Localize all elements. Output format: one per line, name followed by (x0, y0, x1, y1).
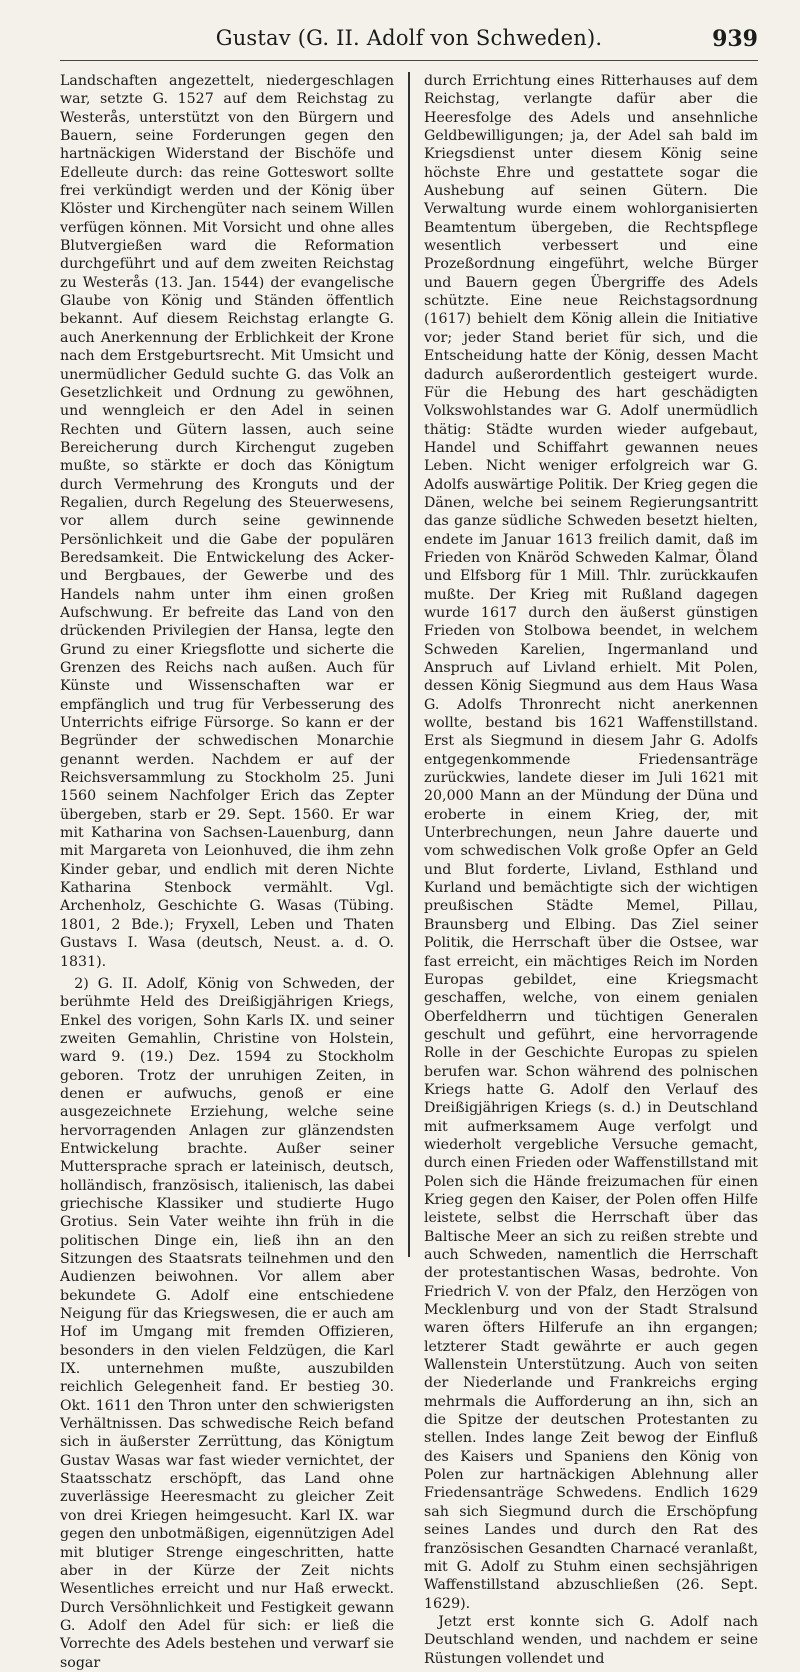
left-paragraph-1: Landschaften angezettelt, niedergeschlagen war, setzte G. 1527 auf dem Reichstag zu Westerås, unterstützt von den Bürgern und Bauern, seine Forderungen gegen den hartnäckigen Widerstand der Bischöfe und Edelleute durch: das reine Gotteswort sollte frei verkündigt werden und der König über Klöster und Kirchengüter nach seinem Willen verfügen können. Mit Vorsicht und ohne alles Blutvergießen ward die Reformation durchgeführt und auf dem zweiten Reichstag zu Westerås (13. Jan. 1544) der evangelische Glaube von König und Ständen öffentlich bekannt. Auf diesem Reichstag erlangte G. auch Anerkennung der Erblichkeit der Krone nach dem Erstgeburtsrecht. Mit Umsicht und unermüdlicher Geduld suchte G. das Volk an Gesetzlichkeit und Ordnung zu gewöhnen, und wenngleich er den Adel in seinen Rechten und Gütern lassen, auch seine Bereicherung durch Kirchengut zugeben mußte, so stärkte er doch das Königtum durch Vermehrung des Kronguts und der Regalien, durch Regelung des Steuerwesens, vor allem durch seine gewinnende Persönlichkeit und die Gabe der populären Beredsamkeit. Die Entwickelung des Acker- und Bergbaues, der Gewerbe und des Handels nahm unter ihm einen großen Aufschwung. Er befreite das Land von den drückenden Privilegien der Hansa, legte den Grund zu einer Kriegsflotte und sicherte die Grenzen des Reichs nach außen. Auch für Künste und Wissenschaften war er empfänglich und trug für Verbesserung des Unterrichts eifrige Fürsorge. So kann er der Begründer der schwedischen Monarchie genannt werden. Nachdem er auf der Reichsversammlung zu Stockholm 25. Juni 1560 seinem Nachfolger Erich das Zepter übergeben, starb er 29. Sept. 1560. Er war mit Katharina von Sachsen-Lauenburg, dann mit Margareta von Leionhuved, die ihm zehn Kinder gebar, und endlich mit deren Nichte Katharina Stenbock vermählt. Vgl. Archenholz, Geschichte G. Wasas (Tübing. 1801, 2 Bde.); Fryxell, Leben und Thaten Gustavs I. Wasa (deutsch, Neust. a. d. O. 1831). (60, 73, 394, 970)
entry-gustav-ii-adolf: 2) G. II. Adolf, König von Schweden, der berühmte Held des Dreißigjährigen Kriegs, Enkel des vorigen, Sohn Karls IX. und seiner zweiten Gemahlin, Christine von Holstein, ward 9. (19.) Dez. 1594 zu Stockholm geboren. Trotz der unruhigen Zeiten, in denen er aufwuchs, genoß er eine ausgezeichnete Erziehung, welche seine hervorragenden Anlagen zur glänzendsten Entwickelung brachte. Außer seiner Muttersprache sprach er lateinisch, deutsch, holländisch, französisch, italienisch, las dabei griechische Klassiker und studierte Hugo Grotius. Sein Vater weihte ihn früh in die politischen Dinge ein, ließ ihn an den Sitzungen des Staatsrats teilnehmen und den Audienzen beiwohnen. Vor allem aber bekundete G. Adolf eine entschiedene Neigung für das Kriegswesen, die er auch am Hof im Umgang mit fremden Offizieren, besonders in den vielen Feldzügen, die Karl IX. unternehmen mußte, auszubilden reichlich Gelegenheit fand. Er bestieg 30. Okt. 1611 den Thron unter den schwierigsten Verhältnissen. Das schwedische Reich befand sich in äußerster Zerrüttung, das Königtum Gustav Wasas war fast wieder vernichtet, der Staatsschatz erschöpft, das Land ohne zuverlässige Heeresmacht zu gleicher Zeit von drei Kriegen heimgesucht. Karl IX. war gegen den unbotmäßigen, eigennützigen Adel mit blutiger Strenge eingeschritten, hatte aber in der Kürze der Zeit nichts Wesentliches erreicht und nur Haß erweckt. Durch Versöhnlichkeit und Festigkeit gewann G. Adolf den Adel für sich: er ließ die Vorrechte des Adels bestehen und verwarf sie sogar (60, 975, 394, 1671)
page-number: 939 (712, 26, 758, 52)
column-divider (408, 72, 410, 1257)
page-header (60, 24, 758, 61)
running-head: Gustav (G. II. Adolf von Schweden). (215, 26, 603, 50)
text-columns (60, 72, 758, 1671)
right-paragraph-2: Jetzt erst konnte sich G. Adolf nach Deutschland wenden, und nachdem er seine Rüstungen vollendet und (424, 1613, 758, 1667)
left-column (60, 72, 402, 1671)
right-column (416, 72, 758, 1667)
right-paragraph-1: durch Errichtung eines Ritterhauses auf dem Reichstag, verlangte dafür aber die Heeresfolge des Adels und ansehnliche Geldbewilligungen; ja, der Adel sah bald im Kriegsdienst unter diesem König seine höchste Ehre und gestattete sogar die Aushebung auf seinen Gütern. Die Verwaltung wurde einem wohlorganisierten Beamtentum übergeben, die Rechtspflege wesentlich verbessert und eine Prozeßordnung eingeführt, welche Bürger und Bauern gegen Übergriffe des Adels schützte. Eine neue Reichstagsordnung (1617) behielt dem König allein die Initiative vor; jeder Stand beriet für sich, und die Entscheidung hatte der König, dessen Macht dadurch außerordentlich gesteigert wurde. Für die Hebung des hart geschädigten Volkswohlstandes war G. Adolf unermüdlich thätig: Städte wurden wieder aufgebaut, Handel und Schiffahrt gewannen neues Leben. Nicht weniger erfolgreich war G. Adolfs auswärtige Politik. Der Krieg gegen die Dänen, welche bei seinem Regierungsantritt das ganze südliche Schweden besetzt hielten, endete im Januar 1613 freilich damit, daß im Frieden von Knäröd Schweden Kalmar, Öland und Elfsborg für 1 Mill. Thlr. zurückkaufen mußte. Der Krieg mit Rußland dagegen wurde 1617 durch den äußerst günstigen Frieden von Stolbowa beendet, in welchem Schweden Karelien, Ingermanland und Anspruch auf Livland erhielt. Mit Polen, dessen König Siegmund aus dem Haus Wasa G. Adolfs Thronrecht nicht anerkennen wollte, bestand bis 1621 Waffenstillstand. Erst als Siegmund in diesem Jahr G. Adolfs entgegenkommende Friedensanträge zurückwies, landete dieser im Juli 1621 mit 20,000 Mann an der Mündung der Düna und eroberte in einem Krieg, der, mit Unterbrechungen, neun Jahre dauerte und vom schwedischen Volk große Opfer an Geld und Blut forderte, Livland, Esthland und Kurland und bemächtigte sich der wichtigen preußischen Städte Memel, Pillau, Braunsberg und Elbing. Das Ziel seiner Politik, die Herrschaft über die Ostsee, war fast erreicht, ein mächtiges Reich im Norden Europas gebildet, eine Kriegsmacht geschaffen, welche, von einem genialen Oberfeldherrn und tüchtigen Generalen geschult und geführt, eine hervorragende Rolle in der Geschichte Europas zu spielen berufen war. Schon während des polnischen Kriegs hatte G. Adolf den Verlauf des Dreißigjährigen Kriegs (s. d.) in Deutschland mit aufmerksamem Auge verfolgt und wiederholt vergebliche Versuche gemacht, durch einen Frieden oder Waffenstillstand mit Polen sich die Hände freizumachen für einen Krieg gegen den Kaiser, der Polen offen Hilfe leistete, selbst die Herrschaft über das Baltische Meer an sich zu reißen strebte und auch Schweden, namentlich die Herrschaft der protestantischen Wasas, bedrohte. Von Friedrich V. von der Pfalz, den Herzögen von Mecklenburg und von der Stadt Stralsund waren öfters Hilferufe an ihn ergangen; letzterer Stadt gewährte er auch gegen Wallenstein Unterstützung. Auch von seiten der Niederlande und Frankreichs erging mehrmals die Aufforderung an ihn, sich an die Spitze der deutschen Protestanten zu stellen. Indes lange Zeit bewog der Einfluß des Kaisers und Spaniens den König von Polen zur hartnäckigen Ablehnung aller Friedensanträge Schwedens. Endlich 1629 sah sich Siegmund durch die Erschöpfung seines Landes und durch den Rat des französischen Gesandten Charnacé veranlaßt, mit G. Adolf zu Stuhm einen sechsjährigen Waffenstillstand abzuschließen (26. Sept. 1629). (424, 73, 758, 1612)
